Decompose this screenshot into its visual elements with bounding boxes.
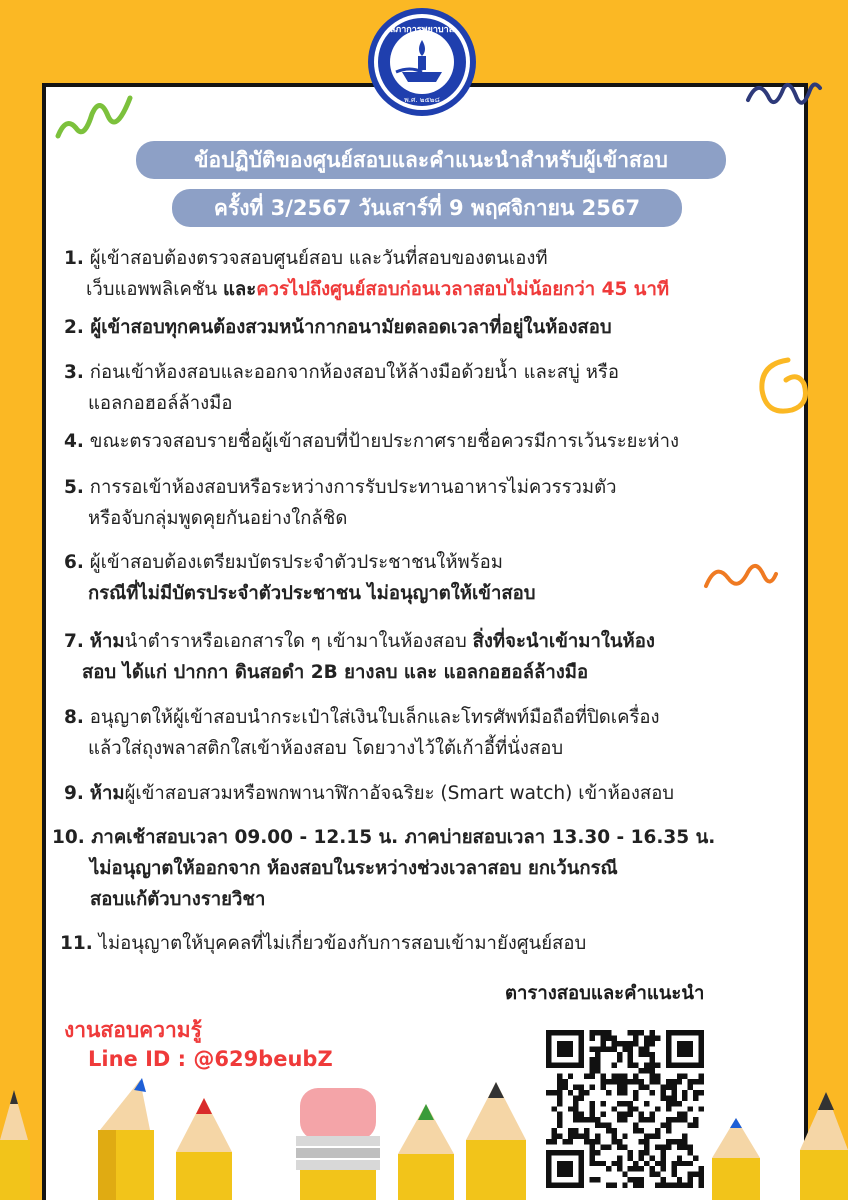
rule-item-4 [64, 426, 679, 457]
rule-number: 2. [64, 317, 84, 338]
rule-text-bold: สอบ ได้แก่ ปากกา ดินสอดำ 2B ยางลบ และ แอลกอฮอล์ล้างมือ [82, 662, 589, 683]
rule-text-highlight: ควรไปถึงศูนย์สอบก่อนเวลาสอบไม่น้อยกว่า 45 นาที [256, 279, 670, 300]
rule-item-8 [64, 702, 660, 764]
rule-item-1 [64, 243, 669, 305]
rule-text-bold: ห้าม [89, 783, 125, 804]
rule-item-10 [52, 822, 715, 915]
title-line-2: ครั้งที่ 3/2567 วันเสาร์ที่ 9 พฤศจิกายน 2567 [172, 189, 682, 227]
rule-item-5 [64, 472, 617, 534]
rule-item-9 [64, 778, 674, 809]
rule-text: แอลกอฮอล์ล้างมือ [88, 393, 233, 414]
rule-number: 3. [64, 362, 84, 383]
rule-item-3 [64, 357, 619, 419]
rule-text-bold: และ [223, 279, 257, 300]
rule-number: 8. [64, 707, 84, 728]
rule-number: 4. [64, 431, 84, 452]
rule-text-bold: ไม่อนุญาตให้ออกจาก ห้องสอบในระหว่างช่วงเวลาสอบ ยกเว้นกรณี [90, 858, 618, 879]
rule-number: 10. [52, 827, 85, 848]
rule-item-6 [64, 547, 536, 609]
rule-text: หรือจับกลุ่มพูดคุยกันอย่างใกล้ชิด [88, 508, 348, 529]
rule-number: 7. [64, 631, 84, 652]
logo-bottom-text: พ.ศ. ๒๕๒๘ [404, 96, 440, 104]
org-name: งานสอบความรู้ [64, 1018, 202, 1042]
nursing-council-logo [366, 6, 478, 118]
blue-loop-icon [744, 70, 824, 120]
rule-text: ผู้เข้าสอบสวมหรือพกพานาฬิกาอัจฉริยะ (Smart watch) เข้าห้องสอบ [124, 783, 675, 804]
rule-number: 11. [60, 933, 93, 954]
rule-text: ผู้เข้าสอบต้องตรวจสอบศูนย์สอบ และวันที่สอบของตนเองที [89, 248, 548, 269]
rule-number: 1. [64, 248, 84, 269]
rule-text: แล้วใส่ถุงพลาสติกใสเข้าห้องสอบ โดยวางไว้ใต้เก้าอี้ที่นั่งสอบ [88, 738, 564, 759]
rule-text: ผู้เข้าสอบต้องเตรียมบัตรประจำตัวประชาชนให้พร้อม [89, 552, 503, 573]
rule-text: ขณะตรวจสอบรายชื่อผู้เข้าสอบที่ป้ายประกาศรายชื่อควรมีการเว้นระยะห่าง [89, 431, 680, 452]
rule-text: การรอเข้าห้องสอบหรือระหว่างการรับประทานอาหารไม่ควรรวมตัว [89, 477, 617, 498]
schedule-label: ตารางสอบและคำแนะนำ [505, 983, 705, 1004]
rule-text-bold: กรณีที่ไม่มีบัตรประจำตัวประชาชน ไม่อนุญาตให้เข้าสอบ [88, 583, 536, 604]
rule-item-7 [64, 626, 655, 688]
rule-text: อนุญาตให้ผู้เข้าสอบนำกระเป๋าใส่เงินใบเล็กและโทรศัพท์มือถือที่ปิดเครื่อง [89, 707, 660, 728]
rule-item-11 [60, 928, 586, 959]
rule-text-bold: สอบแก้ตัวบางรายวิชา [90, 889, 266, 910]
rule-text: ก่อนเข้าห้องสอบและออกจากห้องสอบให้ล้างมือด้วยน้ำ และสบู่ หรือ [89, 362, 619, 383]
qr-code[interactable] [540, 1024, 710, 1194]
rule-text-bold: ภาคเช้าสอบเวลา 09.00 - 12.15 น. ภาคบ่ายสอบเวลา 13.30 - 16.35 น. [91, 827, 716, 848]
logo-top-text: สภาการพยาบาล [389, 25, 455, 35]
line-id[interactable]: Line ID : @629beubZ [88, 1047, 333, 1071]
orange-scribble-icon [700, 552, 780, 602]
rule-number: 5. [64, 477, 84, 498]
title-line-1: ข้อปฏิบัติของศูนย์สอบและคำแนะนำสำหรับผู้เข้าสอบ [136, 141, 726, 179]
rule-text: เว็บแอพพลิเคชัน [86, 279, 223, 300]
rule-text-bold: ผู้เข้าสอบทุกคนต้องสวมหน้ากากอนามัยตลอดเวลาที่อยู่ในห้องสอบ [90, 317, 612, 338]
rule-text-bold: ห้าม [89, 631, 125, 652]
rule-text-bold: สิ่งที่จะนำเข้ามาในห้อง [472, 631, 655, 652]
yellow-spiral-icon [748, 350, 818, 430]
rule-number: 6. [64, 552, 84, 573]
rule-item-2 [64, 312, 612, 343]
rule-text: นำตำราหรือเอกสารใด ๆ เข้ามาในห้องสอบ [124, 631, 473, 652]
rule-number: 9. [64, 783, 84, 804]
rule-text: ไม่อนุญาตให้บุคคลที่ไม่เกี่ยวข้องกับการสอบเข้ามายังศูนย์สอบ [98, 933, 587, 954]
